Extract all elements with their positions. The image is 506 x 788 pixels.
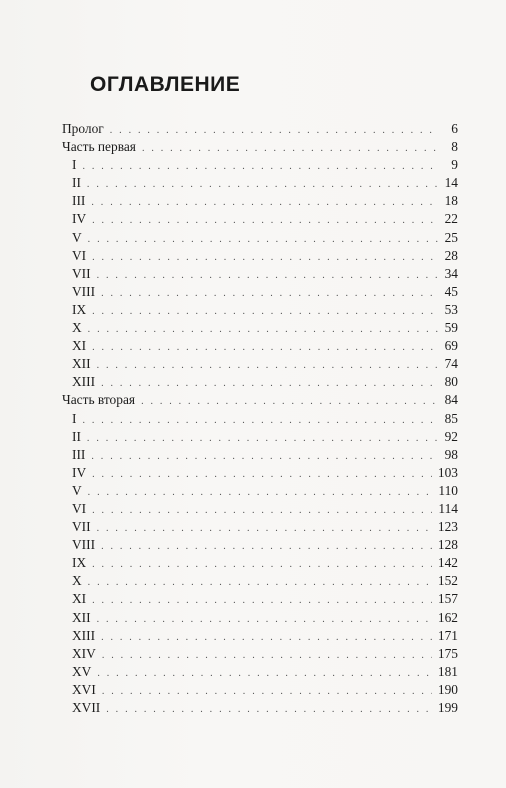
toc-entry [62, 446, 458, 464]
dot-leader [82, 412, 438, 430]
page-title: ОГЛАВЛЕНИЕ [90, 73, 241, 96]
toc-entry-label: Пролог [62, 121, 104, 136]
toc-entry-page-number: 171 [437, 627, 458, 643]
toc-entry [62, 609, 458, 627]
toc-entry [62, 428, 458, 446]
dot-leader [92, 592, 432, 610]
toc-entry [62, 663, 458, 681]
dot-leader [101, 285, 438, 303]
toc-entry-label: II [72, 428, 81, 444]
toc-entry [62, 355, 458, 373]
toc-entry [62, 319, 458, 337]
toc-entry-page-number: 123 [437, 519, 458, 535]
toc-entry-label: XI [72, 338, 87, 354]
dot-leader [97, 665, 432, 683]
toc-entry-page-number: 28 [444, 247, 458, 263]
toc-entry-label: XVI [72, 681, 96, 697]
toc-entry-label: III [72, 193, 86, 209]
toc-entry-label: VI [72, 500, 87, 516]
toc-entry-label: XVII [72, 700, 101, 715]
toc-entry [62, 337, 458, 355]
toc-entry-page-number: 199 [437, 700, 458, 715]
toc-entry [62, 138, 458, 156]
dot-leader [88, 484, 433, 502]
dot-leader [92, 249, 438, 267]
toc-entry-page-number: 175 [437, 645, 458, 661]
toc-entry [62, 536, 458, 554]
toc-entry-page-number: 181 [437, 663, 458, 679]
toc-entry-label: XIII [72, 374, 96, 390]
toc-entry-page-number: 53 [444, 301, 458, 317]
toc-entry-label: IX [72, 555, 87, 571]
toc-entry-page-number: 80 [444, 374, 458, 390]
toc-entry-page-number: 45 [444, 283, 458, 299]
toc-entry-label: VII [72, 519, 91, 535]
toc-entry-page-number: 98 [444, 446, 458, 462]
toc-entry-label: VIII [72, 537, 96, 553]
toc-entry [62, 500, 458, 518]
toc-entry-page-number: 69 [444, 338, 458, 354]
dot-leader [142, 140, 438, 158]
toc-entry [62, 210, 458, 228]
toc-entry [62, 265, 458, 283]
toc-entry-page-number: 59 [444, 320, 458, 336]
toc-entry [62, 229, 458, 247]
toc-entry-page-number: 18 [444, 193, 458, 209]
dot-leader [102, 683, 432, 701]
toc-entry-label: Часть первая [62, 139, 136, 155]
dot-leader [92, 303, 438, 321]
toc-entry-page-number: 85 [444, 410, 458, 426]
toc-entry [62, 681, 458, 699]
toc-entry-label: XIV [72, 645, 96, 661]
toc-entry-label: VI [72, 247, 87, 263]
dot-leader [101, 629, 432, 647]
dot-leader [87, 430, 438, 448]
toc-entry-page-number: 9 [451, 157, 458, 173]
toc-entry-label: X [72, 573, 82, 589]
dot-leader [97, 357, 438, 375]
toc-entry-label: III [72, 446, 86, 462]
toc-entry-page-number: 190 [437, 681, 458, 697]
toc-entry [62, 572, 458, 590]
toc-entry-label: XV [72, 663, 92, 679]
toc-entry [62, 645, 458, 663]
toc-entry-label: V [72, 229, 82, 245]
dot-leader [82, 158, 438, 176]
toc-entry-page-number: 14 [444, 175, 458, 191]
toc-entry-page-number: 74 [444, 356, 458, 372]
dot-leader [92, 556, 432, 574]
dot-leader [88, 231, 438, 249]
toc-entry-label: XI [72, 591, 87, 607]
toc-entry-page-number: 114 [438, 500, 458, 516]
toc-entry [62, 192, 458, 210]
toc-entry-page-number: 157 [437, 591, 458, 607]
toc-entry-label: II [72, 175, 81, 191]
toc-entry-page-number: 84 [444, 392, 458, 408]
toc-entry [62, 120, 458, 138]
dot-leader [97, 520, 432, 538]
toc-entry [62, 373, 458, 391]
dot-leader [91, 448, 438, 466]
toc-entry-label: VII [72, 265, 91, 281]
toc-entry-label: IV [72, 211, 87, 227]
toc-entry-label: Часть вторая [62, 392, 136, 408]
toc-entry-page-number: 103 [437, 464, 458, 480]
toc-entry [62, 518, 458, 536]
dot-leader [97, 611, 432, 629]
toc-entry [62, 410, 458, 428]
toc-entry-label: X [72, 320, 82, 336]
toc-entry [62, 590, 458, 608]
dot-leader [88, 574, 432, 592]
dot-leader [92, 466, 432, 484]
toc-entry [62, 174, 458, 192]
dot-leader [91, 194, 438, 212]
toc-entry-page-number: 142 [437, 555, 458, 571]
toc-entry-page-number: 34 [444, 265, 458, 281]
toc-entry [62, 554, 458, 572]
toc-entry-page-number: 128 [437, 537, 458, 553]
table-of-contents [62, 120, 458, 717]
toc-entry [62, 156, 458, 174]
toc-entry-page-number: 110 [438, 482, 458, 498]
dot-leader [110, 122, 438, 140]
toc-entry [62, 699, 458, 717]
dot-leader [92, 502, 432, 520]
toc-entry-label: V [72, 482, 82, 498]
toc-entry-page-number: 92 [444, 428, 458, 444]
toc-entry [62, 391, 458, 409]
dot-leader [97, 267, 438, 285]
toc-entry-label: XII [72, 609, 91, 625]
toc-entry-label: I [72, 157, 77, 173]
toc-entry-page-number: 162 [437, 609, 458, 625]
toc-entry [62, 482, 458, 500]
dot-leader [101, 375, 438, 393]
toc-entry-page-number: 22 [444, 211, 458, 227]
dot-leader [92, 339, 438, 357]
toc-entry-label: I [72, 410, 77, 426]
dot-leader [88, 321, 438, 339]
toc-entry-label: XII [72, 356, 91, 372]
dot-leader [101, 538, 432, 556]
dot-leader [141, 393, 438, 411]
toc-entry [62, 464, 458, 482]
toc-entry-page-number: 8 [451, 139, 458, 155]
toc-entry-label: IX [72, 301, 87, 317]
toc-entry-page-number: 6 [451, 121, 458, 136]
toc-entry [62, 283, 458, 301]
dot-leader [106, 701, 432, 719]
toc-entry [62, 301, 458, 319]
toc-entry-label: IV [72, 464, 87, 480]
toc-entry-label: VIII [72, 283, 96, 299]
dot-leader [87, 176, 438, 194]
toc-entry-page-number: 152 [437, 573, 458, 589]
dot-leader [102, 647, 432, 665]
toc-entry-page-number: 25 [444, 229, 458, 245]
toc-entry [62, 627, 458, 645]
toc-entry [62, 247, 458, 265]
toc-entry-label: XIII [72, 627, 96, 643]
dot-leader [92, 212, 438, 230]
